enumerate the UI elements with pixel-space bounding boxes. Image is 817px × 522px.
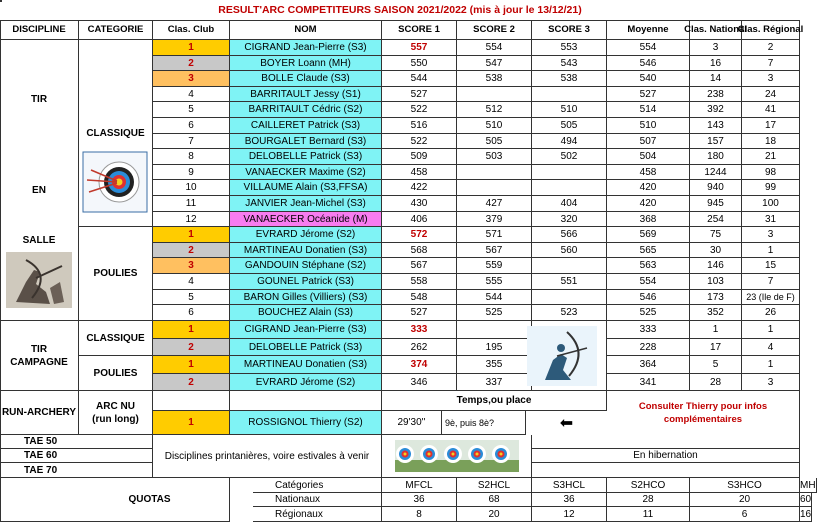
moyenne-cell: 525: [607, 305, 690, 321]
moyenne-cell: 364: [607, 356, 690, 374]
national-cell: 14: [690, 71, 742, 87]
empty-cell: [153, 391, 230, 411]
score2-cell: 554: [457, 40, 532, 56]
moyenne-cell: 420: [607, 196, 690, 212]
moyenne-cell: 333: [607, 321, 690, 339]
score3-cell: [532, 290, 607, 305]
moyenne-cell: 514: [607, 102, 690, 118]
discipline-run-archery: RUN-ARCHERY: [0, 391, 79, 435]
regional-cell: 41: [742, 102, 800, 118]
quota-cell: 11: [607, 507, 690, 522]
header-score2: SCORE 2: [457, 20, 532, 40]
tae-note: Disciplines printanières, voire estivales à venir: [153, 435, 382, 478]
national-cell: 352: [690, 305, 742, 321]
categorie-poulies: POULIES: [79, 227, 153, 321]
score2-cell: 505: [457, 134, 532, 149]
rank-cell: 1: [153, 40, 230, 56]
score1-cell: 406: [382, 212, 457, 227]
header-score1: SCORE 1: [382, 20, 457, 40]
archer-name: ROSSIGNOL Thierry (S2): [230, 411, 382, 435]
empty-cell: [532, 463, 800, 478]
rank-cell: 10: [153, 180, 230, 196]
discipline-label: TIR: [30, 94, 48, 105]
score1-cell: 422: [382, 180, 457, 196]
regional-cell: 1: [742, 321, 800, 339]
score3-cell: [532, 87, 607, 102]
rank-cell: 4: [153, 87, 230, 102]
quota-cell: 8: [382, 507, 457, 522]
target-icon: [83, 152, 147, 212]
national-cell: 392: [690, 102, 742, 118]
score2-cell: 538: [457, 71, 532, 87]
rank-cell: 3: [153, 71, 230, 87]
quota-row-label: Catégories: [253, 478, 382, 493]
score1-cell: 558: [382, 274, 457, 290]
quota-cell: 68: [457, 493, 532, 507]
archer-name: EVRARD Jérome (S2): [230, 374, 382, 391]
quota-cell: MH: [800, 478, 817, 493]
rank-cell: 7: [153, 134, 230, 149]
national-cell: 180: [690, 149, 742, 165]
score1-cell: 516: [382, 118, 457, 134]
score3-cell: 494: [532, 134, 607, 149]
quota-cell: S2HCL: [457, 478, 532, 493]
archer-name: BARRITAULT Jessy (S1): [230, 87, 382, 102]
regional-cell: 7: [742, 56, 800, 71]
temps-header: Temps,ou place: [382, 391, 607, 411]
score2-cell: 379: [457, 212, 532, 227]
score3-cell: 523: [532, 305, 607, 321]
quota-cell: MFCL: [382, 478, 457, 493]
archer-name: DELOBELLE Patrick (S3): [230, 339, 382, 356]
national-cell: 28: [690, 374, 742, 391]
rank-cell: 5: [153, 290, 230, 305]
score3-cell: 560: [532, 243, 607, 258]
quota-cell: 12: [532, 507, 607, 522]
quota-cell: 36: [532, 493, 607, 507]
score1-cell: 572: [382, 227, 457, 243]
place-cell: 9è, puis 8è?: [442, 411, 526, 435]
arrow-cell: ⬅: [559, 415, 574, 432]
score3-cell: 551: [532, 274, 607, 290]
score1-cell: 262: [382, 339, 457, 356]
regional-cell: 15: [742, 258, 800, 274]
archer-name: CIGRAND Jean-Pierre (S3): [230, 40, 382, 56]
moyenne-cell: 563: [607, 258, 690, 274]
score2-cell: [457, 321, 532, 339]
score1-cell: 548: [382, 290, 457, 305]
score3-cell: 510: [532, 102, 607, 118]
quota-cell: 20: [690, 493, 800, 507]
moyenne-cell: 569: [607, 227, 690, 243]
national-cell: 945: [690, 196, 742, 212]
score2-cell: [457, 165, 532, 180]
national-cell: 5: [690, 356, 742, 374]
quota-cell: 20: [457, 507, 532, 522]
regional-cell: 2: [742, 40, 800, 56]
score3-cell: 566: [532, 227, 607, 243]
national-cell: 1244: [690, 165, 742, 180]
national-cell: 30: [690, 243, 742, 258]
archer-name: BOYER Loann (MH): [230, 56, 382, 71]
national-cell: 3: [690, 40, 742, 56]
score3-cell: 502: [532, 149, 607, 165]
archer-name: CAILLERET Patrick (S3): [230, 118, 382, 134]
regional-cell: 3: [742, 227, 800, 243]
rank-cell: 2: [153, 339, 230, 356]
score2-cell: 355: [457, 356, 532, 374]
archer-name: GOUNEL Patrick (S3): [230, 274, 382, 290]
rank-cell: 4: [153, 274, 230, 290]
quotas-label: QUOTAS: [0, 478, 230, 522]
page-title: RESULT'ARC COMPETITEURS SAISON 2021/2022 (mis à jour le 13/12/21): [218, 4, 582, 16]
discipline-salle: [0, 40, 79, 321]
regional-cell: 4: [742, 339, 800, 356]
rank-cell: 6: [153, 118, 230, 134]
archer-name: DELOBELLE Patrick (S3): [230, 149, 382, 165]
rank-cell: 2: [153, 243, 230, 258]
national-cell: 16: [690, 56, 742, 71]
regional-cell: 99: [742, 180, 800, 196]
quota-cell: 6: [690, 507, 800, 522]
hibernation-cell: En hibernation: [532, 449, 800, 463]
score2-cell: 512: [457, 102, 532, 118]
archer-name: VILLAUME Alain (S3,FFSA): [230, 180, 382, 196]
score2-cell: 544: [457, 290, 532, 305]
score3-cell: 538: [532, 71, 607, 87]
discipline-salle-cell: [0, 0, 2, 2]
rank-cell: 2: [153, 56, 230, 71]
score3-cell: 320: [532, 212, 607, 227]
targets-range-image: [395, 440, 519, 472]
score2-cell: 337: [457, 374, 532, 391]
rank-cell: 1: [153, 227, 230, 243]
score1-cell: 522: [382, 102, 457, 118]
score2-cell: 547: [457, 56, 532, 71]
campagne-image-cell: [532, 321, 607, 391]
national-cell: 157: [690, 134, 742, 149]
score1-cell: 430: [382, 196, 457, 212]
score3-cell: [532, 258, 607, 274]
tae-image-cell: [382, 435, 532, 478]
moyenne-cell: 368: [607, 212, 690, 227]
national-cell: 940: [690, 180, 742, 196]
rank-cell: 3: [153, 258, 230, 274]
archer-name: JANVIER Jean-Michel (S3): [230, 196, 382, 212]
moyenne-cell: 554: [607, 274, 690, 290]
archer-name: BOURGALET Bernard (S3): [230, 134, 382, 149]
header-clas-club: Clas. Club: [153, 20, 230, 40]
quota-row-label: Régionaux: [253, 507, 382, 522]
archer-name: GANDOUIN Stéphane (S2): [230, 258, 382, 274]
rank-cell: 8: [153, 149, 230, 165]
national-cell: 17: [690, 339, 742, 356]
archer-name: BARON Gilles (Villiers) (S3): [230, 290, 382, 305]
rank-cell: 9: [153, 165, 230, 180]
regional-cell: 31: [742, 212, 800, 227]
header-nom: NOM: [230, 20, 382, 40]
quota-cell: 36: [382, 493, 457, 507]
score3-cell: 543: [532, 56, 607, 71]
archer-name: EVRARD Jérome (S2): [230, 227, 382, 243]
rank-cell: 11: [153, 196, 230, 212]
header-moyenne: Moyenne: [607, 20, 690, 40]
moyenne-cell: 420: [607, 180, 690, 196]
national-cell: 103: [690, 274, 742, 290]
regional-cell: 7: [742, 274, 800, 290]
header-score3: SCORE 3: [532, 20, 607, 40]
archer-name: MARTINEAU Donatien (S3): [230, 356, 382, 374]
quota-cell: S2HCO: [607, 478, 690, 493]
archer-name: BOLLE Claude (S3): [230, 71, 382, 87]
categorie-arc-nu: ARC NU (run long): [79, 391, 153, 435]
archer-name: VANAECKER Maxime (S2): [230, 165, 382, 180]
score3-cell: 553: [532, 40, 607, 56]
score1-cell: 346: [382, 374, 457, 391]
moyenne-cell: 527: [607, 87, 690, 102]
score1-cell: 567: [382, 258, 457, 274]
categorie-classique: CLASSIQUE: [79, 321, 153, 356]
categorie-poulies: POULIES: [79, 356, 153, 391]
regional-cell: 3: [742, 374, 800, 391]
tae70-label: TAE 70: [0, 463, 153, 478]
moyenne-cell: 341: [607, 374, 690, 391]
tae60-label: TAE 60: [0, 449, 153, 463]
regional-cell: 21: [742, 149, 800, 165]
regional-cell: 23 (Ile de F): [742, 290, 800, 305]
score2-cell: 503: [457, 149, 532, 165]
score2-cell: 567: [457, 243, 532, 258]
national-cell: 143: [690, 118, 742, 134]
score2-cell: [457, 87, 532, 102]
score2-cell: 195: [457, 339, 532, 356]
score1-cell: 544: [382, 71, 457, 87]
rank-cell: 1: [153, 411, 230, 435]
national-cell: 254: [690, 212, 742, 227]
moyenne-cell: 507: [607, 134, 690, 149]
archer-name: MARTINEAU Donatien (S3): [230, 243, 382, 258]
temps-cell: 29'30'': [382, 411, 442, 435]
rank-cell: 6: [153, 305, 230, 321]
quota-cell: 28: [607, 493, 690, 507]
national-cell: 146: [690, 258, 742, 274]
archer-name: BOUCHEZ Alain (S3): [230, 305, 382, 321]
categorie-classique: [79, 40, 153, 227]
moyenne-cell: 546: [607, 56, 690, 71]
discipline-label: TIR CAMPAGNE: [10, 343, 68, 368]
archer-name: CIGRAND Jean-Pierre (S3): [230, 321, 382, 339]
score3-cell: 505: [532, 118, 607, 134]
quota-cell: S3HCO: [690, 478, 800, 493]
rank-cell: 1: [153, 321, 230, 339]
national-cell: 1: [690, 321, 742, 339]
header-clas-national: Clas. National: [690, 20, 742, 40]
regional-cell: 3: [742, 71, 800, 87]
moyenne-cell: 565: [607, 243, 690, 258]
score2-cell: 525: [457, 305, 532, 321]
quota-row-label: Nationaux: [253, 493, 382, 507]
rank-cell: 12: [153, 212, 230, 227]
archer-name: BARRITAULT Cédric (S2): [230, 102, 382, 118]
regional-cell: 26: [742, 305, 800, 321]
regional-cell: 98: [742, 165, 800, 180]
score2-cell: [457, 180, 532, 196]
archer-statue-image: [6, 252, 72, 308]
header-clas-regional: Clas. Régional: [742, 20, 800, 40]
moyenne-cell: 504: [607, 149, 690, 165]
quota-cell: 16: [800, 507, 812, 522]
score2-cell: 571: [457, 227, 532, 243]
empty-cell: [532, 435, 800, 449]
discipline-label: EN: [32, 185, 46, 196]
header-discipline: DISCIPLINE: [0, 20, 79, 40]
moyenne-cell: 540: [607, 71, 690, 87]
score2-cell: 555: [457, 274, 532, 290]
score1-cell: 557: [382, 40, 457, 56]
moyenne-cell: 546: [607, 290, 690, 305]
score3-cell: 404: [532, 196, 607, 212]
score3-cell: [532, 180, 607, 196]
consult-note: Consulter Thierry pour infos complémentaires: [607, 391, 800, 435]
discipline-campagne: [0, 321, 79, 391]
national-cell: 238: [690, 87, 742, 102]
field-archer-image: [527, 326, 597, 386]
score2-cell: 427: [457, 196, 532, 212]
discipline-label: SALLE: [22, 235, 56, 246]
regional-cell: 100: [742, 196, 800, 212]
empty-cell: [230, 391, 382, 411]
score2-cell: 559: [457, 258, 532, 274]
regional-cell: 1: [742, 243, 800, 258]
score3-cell: [532, 165, 607, 180]
rank-cell: 2: [153, 374, 230, 391]
moyenne-cell: 228: [607, 339, 690, 356]
regional-cell: 17: [742, 118, 800, 134]
regional-cell: 1: [742, 356, 800, 374]
categorie-label: CLASSIQUE: [86, 128, 145, 139]
regional-cell: 18: [742, 134, 800, 149]
score1-cell: 333: [382, 321, 457, 339]
moyenne-cell: 554: [607, 40, 690, 56]
score1-cell: 458: [382, 165, 457, 180]
score2-cell: 510: [457, 118, 532, 134]
score1-cell: 527: [382, 87, 457, 102]
score1-cell: 527: [382, 305, 457, 321]
regional-cell: 24: [742, 87, 800, 102]
moyenne-cell: 510: [607, 118, 690, 134]
score1-cell: 550: [382, 56, 457, 71]
moyenne-cell: 458: [607, 165, 690, 180]
quota-cell: 60: [800, 494, 812, 505]
score1-cell: 509: [382, 149, 457, 165]
archer-name: VANAECKER Océanide (M): [230, 212, 382, 227]
tae50-label: TAE 50: [0, 435, 153, 449]
score1-cell: 374: [382, 356, 457, 374]
national-cell: 173: [690, 290, 742, 305]
rank-cell: 5: [153, 102, 230, 118]
quota-cell: S3HCL: [532, 478, 607, 493]
header-categorie: CATEGORIE: [79, 20, 153, 40]
score1-cell: 522: [382, 134, 457, 149]
score1-cell: 568: [382, 243, 457, 258]
rank-cell: 1: [153, 356, 230, 374]
national-cell: 75: [690, 227, 742, 243]
